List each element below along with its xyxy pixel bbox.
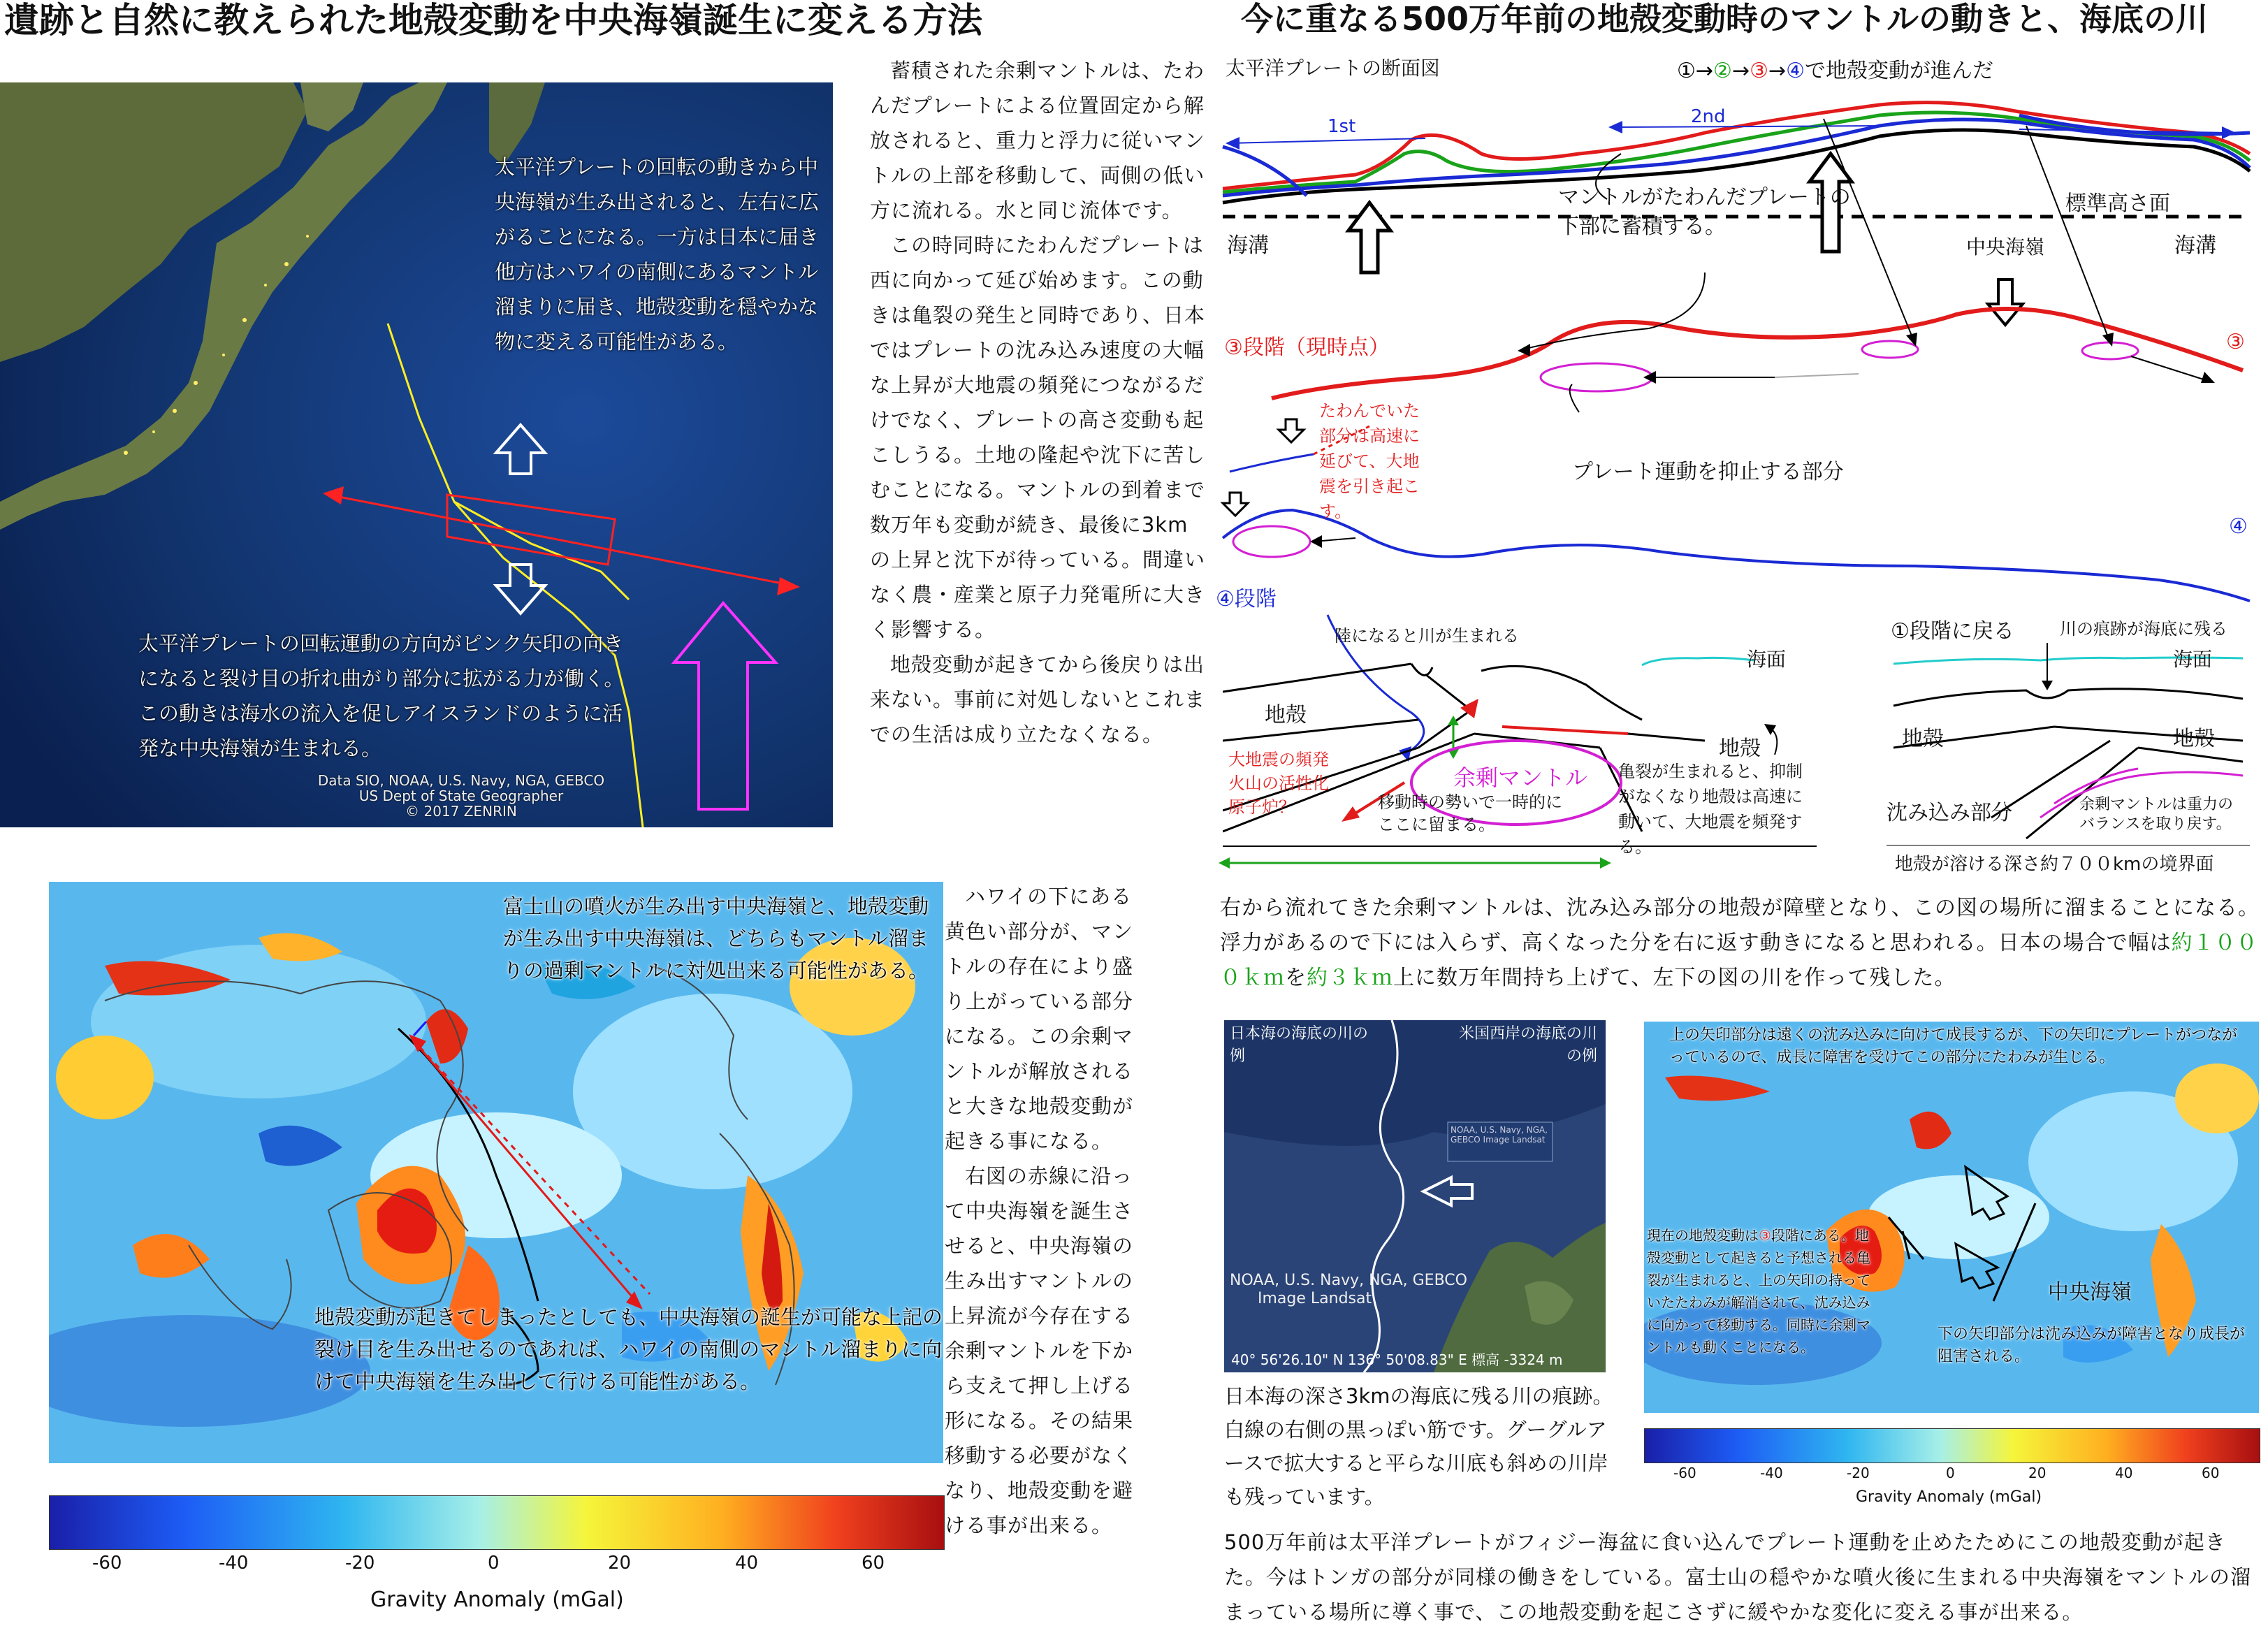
label-boundary: 地殻が溶ける深さ約７００kmの境界面 <box>1895 854 2214 875</box>
label-ridge: 中央海嶺 <box>1966 235 2045 259</box>
japan-satellite-map <box>0 82 833 827</box>
label-crust-4-right: 地殻 <box>1719 736 1761 761</box>
stage4-box <box>1223 608 1817 857</box>
seafloor-coords: 40° 56'26.10" N 136° 50'08.83" E 標高 -3324 m <box>1231 1351 1563 1368</box>
label-river-trace: 川の痕跡が海底に残る <box>2060 619 2227 639</box>
gravity-small-text-left: 現在の地殻変動は③段階にある。地殻変動として起きると予想される亀裂が生まれると、上の矢印の持っていたたわみが解消されて、沈み込みに向かって移動する。同時に余剰マントルも動くことになる。 <box>1647 1227 1870 1356</box>
label-bent-part: たわんでいた部分は高速に延びて、大地震を引き起こす。 <box>1319 401 1420 521</box>
label-return-stage1: ①段階に戻る <box>1891 619 2014 644</box>
gravity-colorbar-ticks: -60 -40 -20 0 20 40 60 <box>92 1553 885 1574</box>
label-stage3: ③段階（現時点） <box>1224 335 1390 360</box>
stage1-box <box>1887 608 2250 845</box>
label-crust-1-left: 地殻 <box>1902 727 1944 751</box>
gravity-small-text-right: 下の矢印部分は沈み込みが障害となり成長が阻害される。 <box>1938 1326 2246 1365</box>
column2-text <box>945 879 1142 1543</box>
column1-p1: 蓄積された余剰マントルは、たわんだプレートによる位置固定から解放されると、重力と浮力に従いマントルの上部を移動して、両側の低い方に流れる。水と同じ流体です。 <box>870 59 1206 222</box>
label-crust-1-right: 地殻 <box>2173 727 2215 751</box>
gravity-map-text-top: 富士山の噴火が生み出す中央海嶺と、地殻変動が生み出す中央海嶺は、どちらもマントル溜まりの過剰マントルに対処出来る可能性がある。 <box>503 894 929 982</box>
japan-map-text-top: 太平洋プレートの回転の動きから中央海嶺が生み出されると、左右に広がることになる。一方は日本に届き他方はハワイの南側にあるマントル溜まりに届き、地殻変動を穏やかな物に変える可能性がある。 <box>495 155 820 354</box>
seafloor-credit: NOAA, U.S. Navy, NGA, GEBCO Image Landsat <box>1230 1272 1467 1307</box>
label-quake: 大地震の頻発 火山の活性化 原子炉？ <box>1228 750 1329 817</box>
gravity-colorbar-label: Gravity Anomaly (mGal) <box>370 1588 624 1612</box>
label-excess-mantle: 余剰マントル <box>1453 764 1588 791</box>
column1-p2: この時同時にたわんだプレートは西に向かって延び始めます。この動きは亀裂の発生と同時であり、日本ではプレートの沈み込み速度の大幅な上昇が大地震の頻発につながるだけでなく、プレートの高さ変動も起こしうる。土地の隆起や沈下に苦しむことになる。マントルの到着まで数万年も変動が続き、最後に3kmの上昇と沈下が待っている。間違いなく農・産業と原子力発電所に大きく影響する。 <box>870 233 1206 641</box>
label-standard-level: 標準高さ面 <box>2065 191 2170 216</box>
column2-p2: 右図の赤線に沿って中央海嶺を誕生させると、中央海嶺の生み出すマントルの上昇流が今存在する余剰マントルを下から支えて押し上げる形になる。その結果移動する必要がなくなり、地殻変動を避ける事が出来る。 <box>945 1164 1134 1537</box>
label-gravity-balance: 余剰マントルは重力のバランスを取り戻す。 <box>2079 796 2234 833</box>
stage-legend: ①→②→③→④で地殻変動が進んだ <box>1677 59 1994 83</box>
gravity-small-text-top: 上の矢印部分は遠くの沈み込みに向けて成長するが、下の矢印にプレートがつながっているので、成長に障害を受けてこの部分にたわみが生じる。 <box>1669 1026 2238 1066</box>
column1-text <box>870 53 1207 871</box>
label-stage4-num: ④ <box>2229 514 2248 539</box>
gravity-small-ridge-label: 中央海嶺 <box>2048 1280 2132 1305</box>
label-subduct: 沈み込み部分 <box>1887 801 2012 825</box>
label-2nd: 2nd <box>1691 106 1726 127</box>
label-trench-left: 海溝 <box>1227 233 1269 258</box>
gravity-small-colorbar-label: Gravity Anomaly (mGal) <box>1856 1488 2042 1506</box>
label-river-born: 陸になると川が生まれる <box>1335 626 1519 646</box>
label-1st: 1st <box>1328 116 1356 137</box>
gravity-map-text-bottom: 地殻変動が起きてしまったとしても、中央海嶺の誕生が可能な上記の裂け目を生み出せるのであれば、ハワイの南側のマントル溜まりに向けて中央海嶺を生み出して行ける可能性がある。 <box>314 1305 943 1393</box>
seafloor-inset-credit: NOAA, U.S. Navy, NGA, GEBCO Image Landsat <box>1451 1125 1548 1145</box>
gravity-small-ticks: -60 -40 -20 0 20 40 60 <box>1673 1465 2220 1481</box>
label-crust-4-left: 地殻 <box>1265 703 1307 727</box>
label-trench-right: 海溝 <box>2174 233 2216 258</box>
width-marker <box>1216 852 1635 873</box>
japan-map-credit: Data SIO, NOAA, U.S. Navy, NGA, GEBCO US Dept of State Geographer © 2017 ZENRIN <box>317 772 605 820</box>
label-us-coast-river: 米国西岸の海底の川の例 <box>1458 1025 1597 1065</box>
label-sea-4: 海面 <box>1747 648 1787 671</box>
gravity-anomaly-map <box>49 882 943 1463</box>
seafloor-caption: 日本海の深さ3kmの海底に残る川の痕跡。白線の右側の黒っぽい筋です。グーグルアースで拡大すると平らな川底も斜めの川岸も残っています。 <box>1224 1384 1613 1509</box>
label-stage3-num: ③ <box>2226 330 2245 354</box>
section-title-label: 太平洋プレートの断面図 <box>1226 57 1440 80</box>
label-stage4: ④段階 <box>1216 587 1277 611</box>
label-sea-1: 海面 <box>2173 648 2213 671</box>
gravity-colorbar <box>49 1495 945 1550</box>
column2-p1: ハワイの下にある黄色い部分が、マントルの存在により盛り上がっている部分になる。この余剰マントルが解放されると大きな地殻変動が起きる事になる。 <box>945 885 1134 1153</box>
japan-map-text-bottom: 太平洋プレートの回転運動の方向がピンク矢印の向きになると裂け目の折れ曲がり部分に拡がる力が働く。この動きは海水の流入を促しアイスランドのように活発な中央海嶺が生まれる。 <box>138 632 625 760</box>
mid-paragraph: 右から流れてきた余剰マントルは、沈み込み部分の地殻が障壁となり、この図の場所に溜まることになる。浮力があるので下には入らず、高くなった分を右に返す動きになると思われる。日本の場合で幅は約１０００ｋｍを約３ｋｍ上に数万年間持ち上げて、左下の図の川を作って残した。 <box>1220 896 2260 990</box>
seafloor-art <box>1224 1020 1606 1372</box>
column1-p3: 地殻変動が起きてから後戻りは出来ない。事前に対処しないとこれまでの生活は成り立たなくなる。 <box>870 653 1206 746</box>
label-restrain: プレート運動を抑止する部分 <box>1572 460 1844 484</box>
seafloor-river-image <box>1224 1020 1606 1372</box>
label-crack: 亀裂が生まれると、抑制がなくなり地殻は高速に動いて、大地震を頻発する。 <box>1618 762 1803 857</box>
gravity-small-colorbar <box>1644 1428 2260 1463</box>
bottom-paragraph: 500万年前は太平洋プレートがフィジー海盆に食い込んでプレート運動を止めたためにこの地殻変動が起きた。今はトンガの部分が同様の働きをしている。富士山の穏やかな噴火後に生まれる中央海嶺をマントルの溜まっている場所に導く事で、この地殻変動を起こさずに緩やかな変化に変える事が出来る。 <box>1224 1530 2252 1624</box>
plate-section-diagram <box>1216 49 2264 873</box>
label-japan-sea-river: 日本海の海底の川の例 <box>1230 1025 1369 1065</box>
label-accumulate: マントルがたわんだプレートの下部に蓄積する。 <box>1558 185 1851 239</box>
left-title: 遺跡と自然に教えられた地殻変動を中央海嶺誕生に変える方法 <box>4 0 982 41</box>
right-title: 今に重なる500万年前の地殻変動時のマントルの動きと、海底の川 <box>1241 0 2209 38</box>
gravity-map-small <box>1644 1022 2259 1413</box>
label-stay: 移動時の勢いで一時的にここに留まる。 <box>1378 792 1562 834</box>
